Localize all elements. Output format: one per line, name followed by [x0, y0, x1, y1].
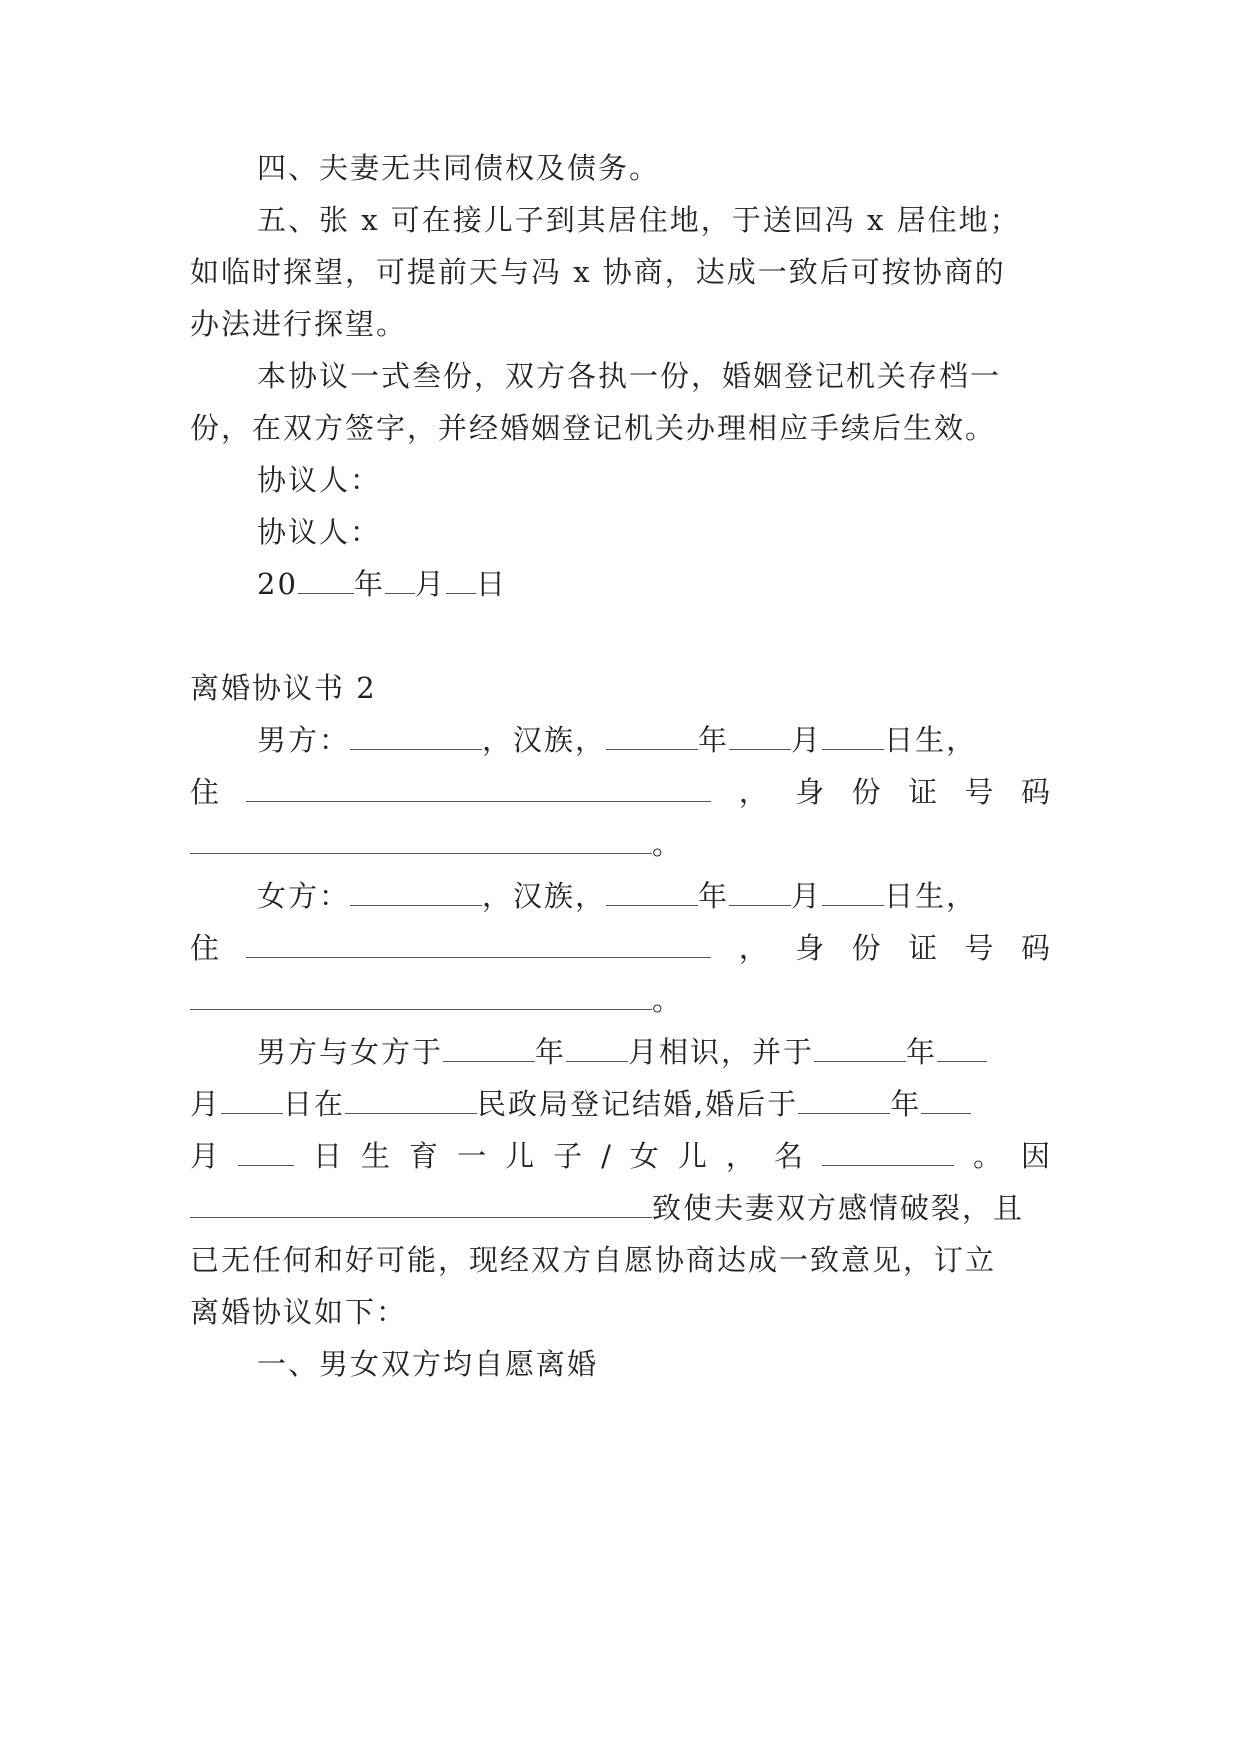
char: /	[601, 1139, 611, 1173]
child-name-blank	[822, 1143, 954, 1166]
id-char: 证	[908, 775, 938, 809]
id-char: 份	[851, 931, 881, 965]
section-title: 离婚协议书 2	[190, 671, 377, 705]
clause-5-line-3: 办法进行探望。	[190, 307, 408, 341]
female-birth-month-blank	[729, 883, 791, 906]
female-info-line-3	[190, 980, 1050, 1020]
char: 名	[773, 1139, 803, 1173]
char: 儿	[677, 1139, 707, 1173]
female-year-label: 年	[698, 879, 730, 913]
clause-4: 四、夫妻无共同债权及债务。	[257, 151, 661, 185]
male-label: 男方：	[257, 723, 351, 757]
female-birth-day-blank	[822, 883, 884, 906]
month-blank	[385, 571, 415, 594]
text-year: 年	[906, 1035, 938, 1069]
text-met-prefix: 男方与女方于	[257, 1035, 444, 1069]
char: 儿	[505, 1139, 535, 1173]
child-year-blank	[798, 1091, 890, 1114]
marriage-line-4	[190, 1188, 1050, 1228]
text-registered: 民政局登记结婚,婚后于	[477, 1087, 799, 1121]
married-day-blank	[221, 1091, 283, 1114]
female-birth-year-blank	[606, 883, 698, 906]
male-info-line-1	[257, 720, 1050, 760]
male-address-blank	[246, 779, 711, 802]
marriage-line-6: 离婚协议如下：	[190, 1295, 408, 1329]
char: 月	[190, 1139, 220, 1173]
text-relationship-broken: 致使夫妻双方感情破裂，且	[652, 1191, 1025, 1225]
male-year-label: 年	[698, 723, 730, 757]
male-ethnicity: ，汉族，	[482, 723, 607, 757]
marriage-line-5: 已无任何和好可能，现经双方自愿协商达成一致意见，订立	[190, 1243, 997, 1277]
date-day-label: 日	[475, 567, 507, 601]
male-reside-label: 住	[190, 775, 220, 809]
id-char: 码	[1020, 775, 1050, 809]
female-label: 女方：	[257, 879, 351, 913]
female-period: 。	[652, 983, 684, 1017]
id-char: 号	[964, 931, 994, 965]
day-blank	[446, 571, 476, 594]
clause-5-line-1: 五、张 x 可在接儿子到其居住地，于送回冯 x 居住地；	[257, 203, 1021, 237]
char: 育	[409, 1139, 439, 1173]
text-year: 年	[535, 1035, 567, 1069]
female-comma: ，	[738, 931, 768, 965]
char: 生	[361, 1139, 391, 1173]
reason-blank	[190, 1195, 652, 1218]
char: 。	[972, 1139, 1002, 1173]
clause-1: 一、男女双方均自愿离婚	[257, 1347, 599, 1381]
married-year-blank	[814, 1039, 906, 1062]
char: 因	[1020, 1139, 1050, 1173]
id-char: 份	[851, 775, 881, 809]
male-info-line-3	[190, 824, 1050, 864]
male-id-number-blank	[190, 831, 652, 854]
bureau-blank	[345, 1091, 477, 1114]
id-char: 身	[795, 775, 825, 809]
text-day-at: 日在	[283, 1087, 346, 1121]
signer-1-label: 协议人：	[257, 463, 382, 497]
copies-line-1: 本协议一式叁份，双方各执一份，婚姻登记机关存档一	[257, 359, 1002, 393]
copies-line-2: 份，在双方签字，并经婚姻登记机关办理相应手续后生效。	[190, 411, 997, 445]
char: 一	[457, 1139, 487, 1173]
id-char: 身	[795, 931, 825, 965]
female-ethnicity: ，汉族，	[482, 879, 607, 913]
child-day-blank	[238, 1143, 294, 1166]
date-year-label: 年	[353, 567, 385, 601]
char: ，	[725, 1139, 755, 1173]
char: 女	[629, 1139, 659, 1173]
text-month: 月	[190, 1087, 222, 1121]
id-char: 码	[1020, 931, 1050, 965]
female-reside-label: 住	[190, 931, 220, 965]
signer-2-label: 协议人：	[257, 515, 382, 549]
id-char: 号	[964, 775, 994, 809]
male-birth-year-blank	[606, 727, 698, 750]
marriage-line-3	[190, 1136, 1050, 1176]
text-met-suffix: 月相识，并于	[628, 1035, 815, 1069]
char: 日	[313, 1139, 343, 1173]
male-birth-day-blank	[822, 727, 884, 750]
female-month-label: 月	[791, 879, 823, 913]
year-blank	[298, 571, 354, 594]
male-month-label: 月	[791, 723, 823, 757]
text-year: 年	[890, 1087, 922, 1121]
child-month-blank	[921, 1091, 971, 1114]
female-info-line-2	[190, 928, 1050, 968]
met-year-blank	[443, 1039, 535, 1062]
female-name-blank	[350, 883, 482, 906]
clause-5-line-2: 如临时探望，可提前天与冯 x 协商，达成一致后可按协商的	[190, 255, 1006, 289]
male-comma: ，	[738, 775, 768, 809]
male-birth-month-blank	[729, 727, 791, 750]
male-name-blank	[350, 727, 482, 750]
male-period: 。	[652, 827, 684, 861]
male-info-line-2	[190, 772, 1050, 812]
married-month-blank	[937, 1039, 987, 1062]
met-month-blank	[566, 1039, 628, 1062]
female-id-number-blank	[190, 987, 652, 1010]
id-char: 证	[908, 931, 938, 965]
date-prefix: 20	[257, 567, 298, 601]
marriage-line-1	[257, 1032, 1050, 1072]
female-address-blank	[246, 935, 711, 958]
date-line	[257, 564, 1050, 604]
male-born-label: 日生，	[884, 723, 978, 757]
female-info-line-1	[257, 876, 1050, 916]
date-month-label: 月	[414, 567, 446, 601]
marriage-line-2	[190, 1084, 1050, 1124]
female-born-label: 日生，	[884, 879, 978, 913]
char: 子	[553, 1139, 583, 1173]
